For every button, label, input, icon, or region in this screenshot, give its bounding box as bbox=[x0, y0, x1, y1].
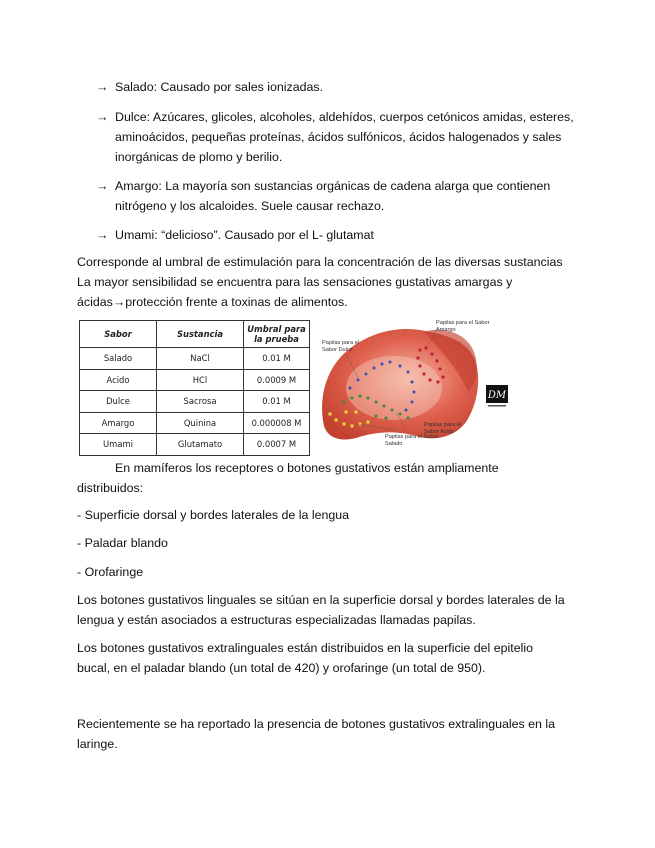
tongue-texture-shape bbox=[346, 356, 442, 420]
arrow-icon: → bbox=[96, 179, 109, 193]
table-row bbox=[80, 369, 310, 391]
bullet-text: Umami: “delicioso”. Causado por el L- glutamat bbox=[115, 228, 374, 242]
table-cell: NaCl bbox=[157, 348, 244, 370]
paragraph-extralingual: Los botones gustativos extralinguales están distribuidos en la superficie del epitelio bucal, en el paladar blando (un total de 420) y orofaringe (un total de 950). bbox=[77, 641, 533, 675]
table-cell: 0.01 M bbox=[244, 348, 310, 370]
table-cell: Acido bbox=[80, 369, 157, 391]
table-cell: Salado bbox=[80, 348, 157, 370]
table-row bbox=[80, 434, 310, 456]
bullet-bitter bbox=[96, 176, 566, 216]
logo-text: DM bbox=[487, 390, 507, 401]
label-sweet: Papilas para el Sabor Dulce bbox=[322, 340, 360, 353]
label-acid: Papilas para el Sabor Acido bbox=[424, 422, 462, 435]
bullet-text: Dulce: Azúcares, glicoles, alcoholes, aldehídos, cuerpos cetónicos amidas, esteres, aminoácidos, pequeñas proteínas, ácidos sulfónicos, ácidos halogenados y sales inorgánicas de plomo y berilio. bbox=[115, 110, 574, 164]
table-row bbox=[80, 412, 310, 434]
table-cell: Dulce bbox=[80, 391, 157, 413]
table-header: Sabor bbox=[80, 321, 157, 348]
paragraph-threshold: Corresponde al umbral de estimulación para la concentración de las diversas sustancias La mayor sensibilidad se encuentra para las sensaciones gustativas amargas y ácidas→protección frente a toxinas de alimentos. bbox=[77, 255, 563, 309]
arrow-icon: → bbox=[96, 110, 109, 124]
bullet-sweet bbox=[96, 107, 582, 167]
paragraph-intro: En mamíferos los receptores o botones gustativos están ampliamente distribuidos: bbox=[77, 461, 499, 495]
table-cell: HCl bbox=[157, 369, 244, 391]
bullet-text: Salado: Causado por sales ionizadas. bbox=[115, 80, 324, 94]
bullet-text: Amargo: La mayoría son sustancias orgánicas de cadena alarga que contienen nitrógeno y los alcaloides. Suele causar rechazo. bbox=[115, 179, 551, 213]
paragraph-larynx: Recientemente se ha reportado la presencia de botones gustativos extralinguales en la laringe. bbox=[77, 717, 556, 751]
arrow-icon: → bbox=[96, 228, 109, 242]
bullet-salty bbox=[96, 77, 596, 97]
table-cell: Amargo bbox=[80, 412, 157, 434]
table-row bbox=[80, 348, 310, 370]
table-cell: 0.01 M bbox=[244, 391, 310, 413]
bullet-umami bbox=[96, 225, 596, 245]
label-salty: Papilas para el Sabor Salado bbox=[385, 434, 439, 447]
table-cell: 0.0007 M bbox=[244, 434, 310, 456]
arrow-icon: → bbox=[96, 80, 109, 94]
table-header: Umbral para la prueba bbox=[244, 321, 310, 348]
table-cell: Umami bbox=[80, 434, 157, 456]
table-header-row bbox=[80, 321, 310, 348]
location-item: - Paladar blando bbox=[77, 536, 168, 550]
table-header: Sustancia bbox=[157, 321, 244, 348]
table-cell: 0.000008 M bbox=[244, 412, 310, 434]
label-bitter: Papilas para el Sabor Amargo bbox=[436, 320, 490, 333]
table-row bbox=[80, 391, 310, 413]
threshold-table bbox=[79, 320, 310, 456]
table-cell: Sacrosa bbox=[157, 391, 244, 413]
table-cell: 0.0009 M bbox=[244, 369, 310, 391]
location-item: - Superficie dorsal y bordes laterales de la lengua bbox=[77, 508, 350, 522]
publisher-logo-icon bbox=[486, 385, 508, 409]
paragraph-lingual: Los botones gustativos linguales se sitúan en la superficie dorsal y bordes laterales de la lengua y están asociados a estructuras especializadas llamadas papilas. bbox=[77, 593, 565, 627]
table-cell: Glutamato bbox=[157, 434, 244, 456]
location-item: - Orofaringe bbox=[77, 565, 144, 579]
table-cell: Quinina bbox=[157, 412, 244, 434]
